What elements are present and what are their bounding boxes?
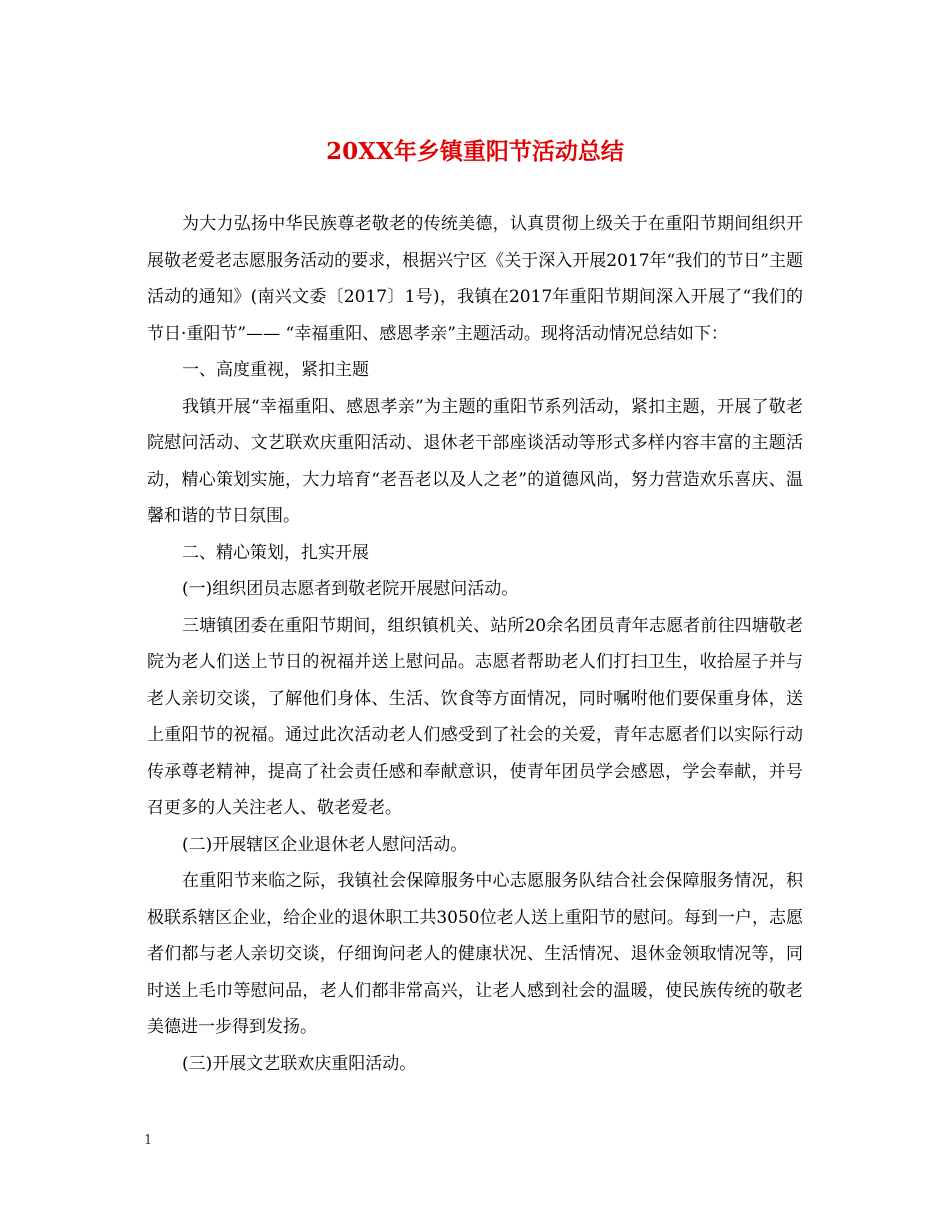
section-heading-1: 一、高度重视，紧扣主题 bbox=[182, 360, 369, 380]
section-heading-2: 二、精心策划，扎实开展 bbox=[182, 542, 369, 563]
document-body bbox=[147, 206, 803, 1082]
subsection-heading-3: (三)开展文艺联欢庆重阳活动。 bbox=[182, 1053, 417, 1074]
paragraph-subsection-1: 三塘镇团委在重阳节期间，组织镇机关、站所20余名团员青年志愿者前往四塘敬老院为老人们送上节日的祝福并送上慰问品。志愿者帮助老人们打扫卫生，收拾屋子并与老人亲切交谈，了解他们身体、生活、饮食等方面情况，同时嘱咐他们要保重身体，送上重阳节的祝福。通过此次活动老人们感受到了社会的关爱，青年志愿者们以实际行动传承尊老精神，提高了社会责任感和奉献意识，使青年团员学会感恩，学会奉献，并号召更多的人关注老人、敬老爱老。 bbox=[147, 615, 803, 818]
paragraph-intro: 为大力弘扬中华民族尊老敬老的传统美德，认真贯彻上级关于在重阳节期间组织开展敬老爱老志愿服务活动的要求，根据兴宁区《关于深入开展2017年“我们的节日”主题活动的通知》(南兴文委〔2017〕1号)，我镇在2017年重阳节期间深入开展了“我们的节日·重阳节”—— “幸福重阳、感恩孝亲”主题活动。现将活动情况总结如下： bbox=[147, 214, 803, 344]
subsection-heading-1: (一)组织团员志愿者到敬老院开展慰问活动。 bbox=[182, 579, 519, 599]
page-number: 1 bbox=[144, 1133, 153, 1148]
paragraph-section-1: 我镇开展“幸福重阳、感恩孝亲”为主题的重阳节系列活动，紧扣主题，开展了敬老院慰问活动、文艺联欢庆重阳活动、退休老干部座谈活动等形式多样内容丰富的主题活动，精心策划实施，大力培育“老吾老以及人之老”的道德风尚，努力营造欢乐喜庆、温馨和谐的节日氛围。 bbox=[147, 396, 803, 526]
document-title: 20XX年乡镇重阳节活动总结 bbox=[326, 138, 624, 165]
paragraph-subsection-2: 在重阳节来临之际，我镇社会保障服务中心志愿服务队结合社会保障服务情况，积极联系辖区企业，给企业的退休职工共3050位老人送上重阳节的慰问。每到一户，志愿者们都与老人亲切交谈，仔细询问老人的健康状况、生活情况、退休金领取情况等，同时送上毛巾等慰问品，老人们都非常高兴，让老人感到社会的温暖，使民族传统的敬老美德进一步得到发扬。 bbox=[147, 871, 803, 1037]
subsection-heading-2: (二)开展辖区企业退休老人慰问活动。 bbox=[182, 834, 468, 855]
